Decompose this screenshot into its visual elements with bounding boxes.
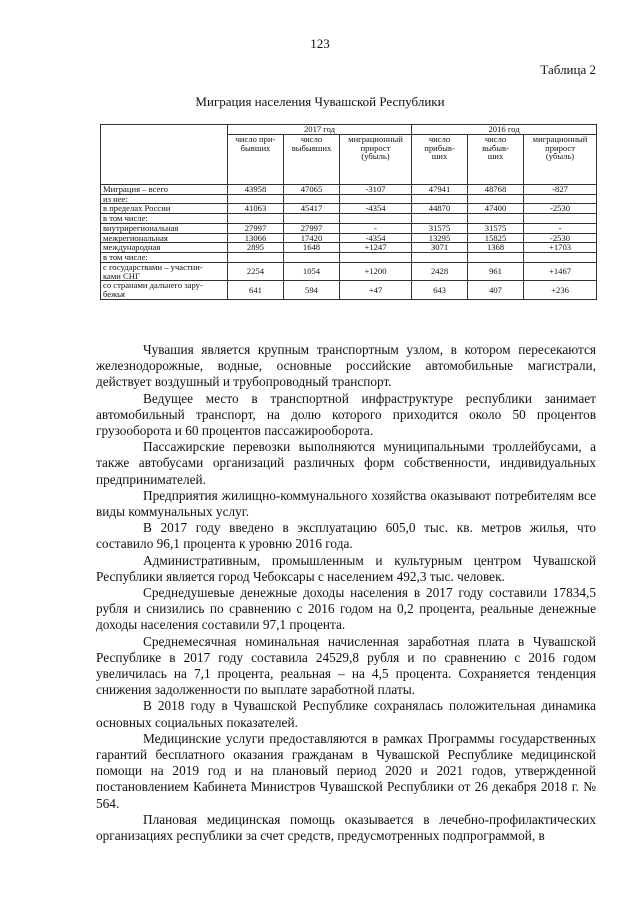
table-cell: 17420 [284, 233, 340, 243]
body-text [96, 342, 596, 844]
table-row [101, 262, 597, 281]
body-paragraph: Пассажирские перевозки выполняются муниципальными троллейбусами, а также автобусами организаций различных форм собственности, индивидуальных предпринимателей. [96, 439, 596, 487]
table-cell [340, 253, 412, 263]
column-header: миграционный прирост (убыль) [340, 134, 412, 184]
table-row [101, 204, 597, 214]
table-cell: 2895 [228, 243, 284, 253]
table-row [101, 281, 597, 300]
table-cell: 594 [284, 281, 340, 300]
year-header-2016: 2016 год [412, 125, 597, 135]
row-label: внутрирегиональная [101, 223, 228, 233]
table-cell: 27997 [228, 223, 284, 233]
row-label: в пределах России [101, 204, 228, 214]
body-paragraph: Предприятия жилищно-коммунального хозяйства оказывают потребителям все виды коммунальных услуг. [96, 487, 596, 520]
column-header: число выбывших [284, 134, 340, 184]
page-number: 123 [310, 36, 330, 51]
body-paragraph: Ведущее место в транспортной инфраструктуре республики занимает автомобильный транспорт, на долю которого приходится около 50 процентов грузооборота и 60 процентов пассажирооборота. [96, 390, 596, 439]
table-cell: 43958 [228, 184, 284, 194]
body-paragraph: Среднедушевые денежные доходы населения в 2017 году составили 17834,5 рубля и снизились по сравнению с 2016 годом на 0,2 процента, реальные денежные доходы населения составили 97,1 процента. [96, 585, 596, 633]
table-year-row [101, 125, 597, 135]
row-label: в том числе: [101, 214, 228, 224]
table-cell: 15825 [468, 233, 524, 243]
row-label: Миграция – всего [101, 184, 228, 194]
table-cell: 13066 [228, 233, 284, 243]
table-cell: -4354 [340, 233, 412, 243]
column-header: число прибыв- ших [412, 134, 468, 184]
year-header-2017: 2017 год [228, 125, 412, 135]
column-header: число выбыв- ших [468, 134, 524, 184]
table-cell: 27997 [284, 223, 340, 233]
table-cell: 2428 [412, 262, 468, 281]
table-row [101, 233, 597, 243]
body-paragraph: Среднемесячная номинальная начисленная заработная плата в Чувашской Республике в 2017 году составила 24529,8 рубля и по сравнению с 2016 годом увеличилась на 7,1 процента, реальная – на 4,5 процента. Сохраняется тенденция снижения задолженности по выплате заработной платы. [96, 633, 596, 698]
row-label: со странами дальнего зару- бежья [101, 281, 228, 300]
table-cell: -2530 [524, 233, 597, 243]
table-corner-cell [101, 125, 228, 185]
table-cell: - [524, 223, 597, 233]
table-cell: - [340, 223, 412, 233]
row-label: международная [101, 243, 228, 253]
row-label: в том числе: [101, 253, 228, 263]
column-header: число при- бывших [228, 134, 284, 184]
table-cell [340, 214, 412, 224]
table-cell: -2530 [524, 204, 597, 214]
row-label: межрегиональная [101, 233, 228, 243]
table-cell: 2254 [228, 262, 284, 281]
body-paragraph: Чувашия является крупным транспортным узлом, в котором пересекаются железнодорожные, водные, основные российские автомобильные магистрали, действует воздушный и трубопроводный транспорт. [96, 342, 596, 390]
table-cell: +1703 [524, 243, 597, 253]
table-cell [284, 214, 340, 224]
table-cell: 641 [228, 281, 284, 300]
body-paragraph: Плановая медицинская помощь оказывается в лечебно-профилактических организациях республики за счет средств, предусмотренных подпрограммой, в [96, 811, 596, 844]
table-cell: 31575 [412, 223, 468, 233]
table-cell: +236 [524, 281, 597, 300]
row-label: с государствами – участни- ками СНГ [101, 262, 228, 281]
table-cell: -4354 [340, 204, 412, 214]
table-cell: 47400 [468, 204, 524, 214]
table-cell: 13295 [412, 233, 468, 243]
body-paragraph: В 2018 году в Чувашской Республике сохранялась положительная динамика основных социальных показателей. [96, 698, 596, 730]
table-cell [412, 253, 468, 263]
table-body [101, 184, 597, 299]
table-cell: 47941 [412, 184, 468, 194]
column-header: миграционный прирост (убыль) [524, 134, 597, 184]
table-row [101, 214, 597, 224]
row-label: из нее: [101, 194, 228, 204]
body-paragraph: Административным, промышленным и культурным центром Чувашской Республики является город Чебоксары с населением 492,3 тыс. человек. [96, 552, 596, 584]
table-cell: +47 [340, 281, 412, 300]
table-cell [412, 214, 468, 224]
table-cell: 48768 [468, 184, 524, 194]
table-cell [524, 214, 597, 224]
table-cell: +1247 [340, 243, 412, 253]
table-cell: 45417 [284, 204, 340, 214]
table-row [101, 223, 597, 233]
table-cell: 961 [468, 262, 524, 281]
table-cell: -827 [524, 184, 597, 194]
table-cell [228, 253, 284, 263]
table-label: Таблица 2 [540, 62, 596, 77]
table-cell: +1467 [524, 262, 597, 281]
table-cell: 1648 [284, 243, 340, 253]
body-paragraph: В 2017 году введено в эксплуатацию 605,0 тыс. кв. метров жилья, что составило 96,1 процента к уровню 2016 года. [96, 520, 596, 552]
table-cell [284, 253, 340, 263]
table-cell [468, 214, 524, 224]
body-paragraph: Медицинские услуги предоставляются в рамках Программы государственных гарантий бесплатного оказания гражданам в Чувашской Республике медицинской помощи на 2019 год и на плановый период 2020 и 2021 годов, утвержденной постановлением Кабинета Министров Чувашской Республики от 26 декабря 2018 г. № 564. [96, 730, 596, 811]
table-row [101, 243, 597, 253]
table-row [101, 194, 597, 204]
table-cell: 1368 [468, 243, 524, 253]
table-cell: 3071 [412, 243, 468, 253]
table-cell [524, 253, 597, 263]
table-cell [468, 253, 524, 263]
table-cell: 31575 [468, 223, 524, 233]
table-cell: 47065 [284, 184, 340, 194]
migration-table [100, 124, 597, 300]
table-cell: -3107 [340, 184, 412, 194]
table-cell [228, 214, 284, 224]
table-cell: 41063 [228, 204, 284, 214]
table-cell: 44870 [412, 204, 468, 214]
table-title: Миграция населения Чувашской Республики [195, 94, 445, 109]
table-row [101, 184, 597, 194]
table-cell: 643 [412, 281, 468, 300]
table-cell: 1054 [284, 262, 340, 281]
table-cell: 407 [468, 281, 524, 300]
table-cell: +1200 [340, 262, 412, 281]
table-row [101, 253, 597, 263]
